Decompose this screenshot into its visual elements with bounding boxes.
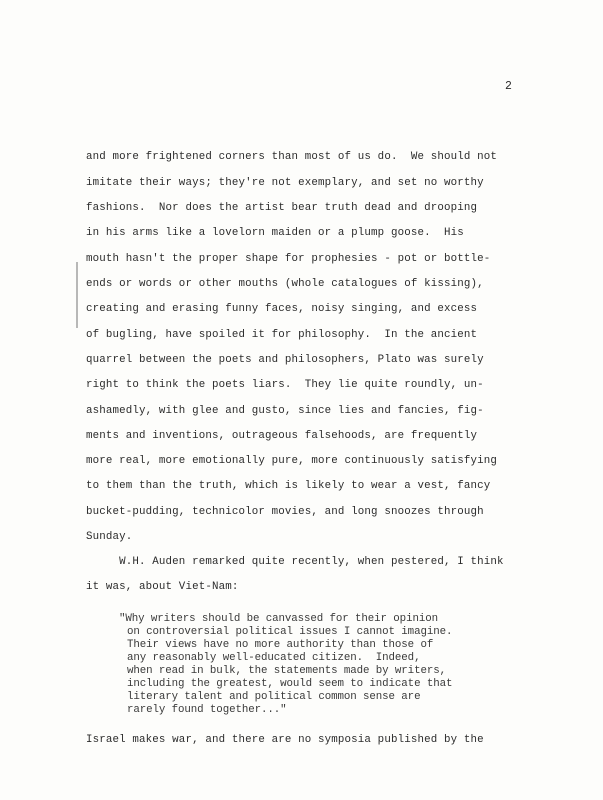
quote-line: Their views have no more authority than those of <box>127 639 434 651</box>
body-line: and more frightened corners than most of us do. We should not <box>86 151 498 163</box>
body-line: to them than the truth, which is likely to wear a vest, fancy <box>86 480 491 492</box>
body-line: Israel makes war, and there are no symposia published by the <box>86 734 484 746</box>
quote-line: "Why writers should be canvassed for their opinion <box>119 613 438 625</box>
quote-line: when read in bulk, the statements made by writers, <box>127 665 446 677</box>
body-line: Sunday. <box>86 531 133 543</box>
body-line: it was, about Viet-Nam: <box>86 581 239 593</box>
quote-line: rarely found together..." <box>127 704 287 716</box>
body-line: creating and erasing funny faces, noisy singing, and excess <box>86 303 478 315</box>
body-line: of bugling, have spoiled it for philosophy. In the ancient <box>86 329 478 341</box>
body-line: ends or words or other mouths (whole catalogues of kissing), <box>86 278 484 290</box>
body-line: right to think the poets liars. They lie quite roundly, un- <box>86 379 484 391</box>
body-line: W.H. Auden remarked quite recently, when pestered, I think <box>86 556 504 568</box>
body-line: imitate their ways; they're not exemplary, and set no worthy <box>86 177 484 189</box>
body-line: ments and inventions, outrageous falsehoods, are frequently <box>86 430 478 442</box>
quote-line: including the greatest, would seem to indicate that <box>127 678 453 690</box>
body-line: bucket-pudding, technicolor movies, and long snoozes through <box>86 506 484 518</box>
body-line: fashions. Nor does the artist bear truth dead and drooping <box>86 202 478 214</box>
quote-line: on controversial political issues I cannot imagine. <box>127 626 453 638</box>
body-line: in his arms like a lovelorn maiden or a plump goose. His <box>86 227 464 239</box>
body-line: ashamedly, with glee and gusto, since lies and fancies, fig- <box>86 405 484 417</box>
body-line: mouth hasn't the proper shape for prophesies - pot or bottle- <box>86 253 491 265</box>
body-line: more real, more emotionally pure, more continuously satisfying <box>86 455 498 467</box>
page-number: 2 <box>505 80 512 93</box>
quote-line: any reasonably well-educated citizen. Indeed, <box>127 652 421 664</box>
quote-line: literary talent and political common sense are <box>127 691 421 703</box>
margin-pencil-mark <box>76 262 78 328</box>
body-line: quarrel between the poets and philosophers, Plato was surely <box>86 354 484 366</box>
